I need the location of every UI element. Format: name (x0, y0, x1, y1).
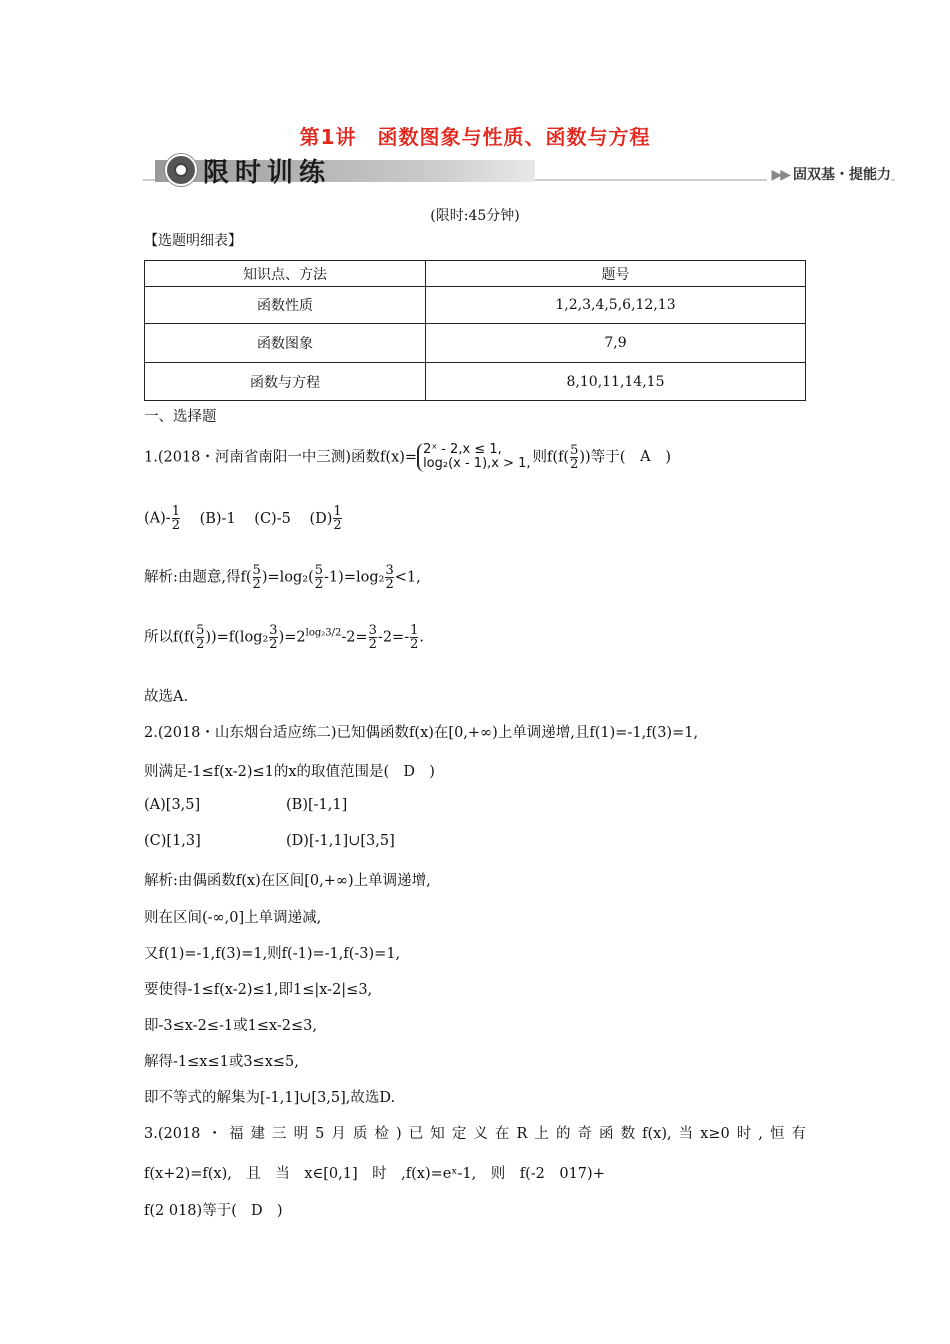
answer-choice: D (403, 764, 416, 780)
solution-line: 解析:由偶函数f(x)在区间[0,+∞)上单调递增, (144, 873, 431, 889)
answer-choice: D (251, 1203, 263, 1219)
fraction: $\frac{3}{2}$ (385, 563, 394, 592)
table-cell: 函数与方程 (145, 363, 426, 401)
table-header-row (145, 261, 806, 287)
table-row (145, 363, 806, 401)
page-title: 第1讲 函数图象与性质、函数与方程 (299, 125, 651, 149)
table-cell: 函数图象 (145, 324, 426, 363)
question-3: 3.(2018・福建三明5月质检)已知定义在R上的奇函数f(x),当x≥0时,恒有 (144, 1126, 806, 1142)
banner-tagline: ▶▶ 固双基・提能力 (767, 164, 891, 184)
fraction: $\frac{5}{2}$ (570, 442, 579, 472)
table-row (145, 324, 806, 363)
table-cell: 8,10,11,14,15 (426, 363, 806, 401)
question-3-end: f(2 018)等于( D ) (144, 1203, 283, 1219)
question-1-conclusion: 故选A. (144, 689, 189, 705)
table-cell: 1,2,3,4,5,6,12,13 (426, 287, 806, 324)
table-header: 题号 (426, 261, 806, 287)
question-2-options-row-2: (C)[1,3] (D)[-1,1]∪[3,5] (144, 833, 395, 849)
target-icon (165, 154, 197, 186)
question-1-solution-step-2: 所以f(f( $\frac{5}{2}$ ))=f(log₂ $\frac{3}{2}$ )$=2^{log_23/2}-2=$ $\frac{3}{2}$ -2=- $\frac{1}{2}$ . (144, 623, 424, 652)
table-row (145, 287, 806, 324)
table-cell: 7,9 (426, 324, 806, 363)
double-arrow-icon: ▶▶ (771, 167, 789, 183)
banner-heading: 限时训练 (203, 158, 332, 188)
question-1-solution-step-1: 解析:由题意,得f( $\frac{5}{2}$ )=log₂( $\frac{5}{2}$ -1)=log₂ $\frac{3}{2}$ <1, (144, 563, 421, 592)
fraction: $\frac{1}{2}$ (410, 623, 419, 652)
fraction: $\frac{1}{2}$ (333, 504, 342, 533)
solution-line: 要使得-1≤f(x-2)≤1,即1≤|x-2|≤3, (144, 982, 373, 998)
solution-line: 即-3≤x-2≤-1或1≤x-2≤3, (144, 1018, 318, 1034)
fraction: $\frac{3}{2}$ (269, 623, 278, 652)
fraction: $\frac{5}{2}$ (252, 563, 261, 592)
section-heading: 一、选择题 (144, 409, 217, 425)
question-2-cont: 则满足-1≤f(x-2)≤1的x的取值范围是( D ) (144, 764, 435, 780)
piecewise-function: 2ˣ - 2,x ≤ 1, log₂(x - 1),x > 1, (417, 443, 530, 472)
question-2-options-row-1: (A)[3,5] (B)[-1,1] (144, 797, 348, 813)
solution-line: 即不等式的解集为[-1,1]∪[3,5],故选D. (144, 1090, 396, 1106)
fraction: $\frac{1}{2}$ (171, 504, 180, 533)
section-banner (143, 152, 895, 188)
question-2: 2.(2018・山东烟台适应练二)已知偶函数f(x)在[0,+∞)上单调递增,且f(1)=-1,f(3)=1, (144, 725, 699, 741)
question-1: 1.(2018・河南省南阳一中三测)函数f(x)= 2ˣ - 2,x ≤ 1, log₂(x - 1),x > 1, 则f(f( $\frac{5}{2}$ ))等于( A ) (144, 442, 672, 472)
fraction: $\frac{5}{2}$ (196, 623, 205, 652)
fraction: $\frac{3}{2}$ (368, 623, 377, 652)
solution-line: 则在区间(-∞,0]上单调递减, (144, 910, 322, 926)
table-cell: 函数性质 (145, 287, 426, 324)
question-3-cont: f(x+2)=f(x), 且 当 x∈[0,1] 时 ,f(x)=eˣ-1, 则 f(-2 017)+ (144, 1166, 605, 1182)
fraction: $\frac{5}{2}$ (314, 563, 324, 592)
topic-table (144, 260, 806, 401)
answer-choice: A (640, 449, 651, 466)
table-header: 知识点、方法 (145, 261, 426, 287)
solution-line: 解得-1≤x≤1或3≤x≤5, (144, 1054, 299, 1070)
solution-line: 又f(1)=-1,f(3)=1,则f(-1)=-1,f(-3)=1, (144, 946, 401, 962)
question-1-options: (A)- $\frac{1}{2}$ (B)-1 (C)-5 (D) $\frac{1}{2}$ (144, 504, 342, 533)
time-limit: (限时:45分钟) (430, 208, 520, 224)
selection-table-title: 【选题明细表】 (144, 233, 242, 249)
